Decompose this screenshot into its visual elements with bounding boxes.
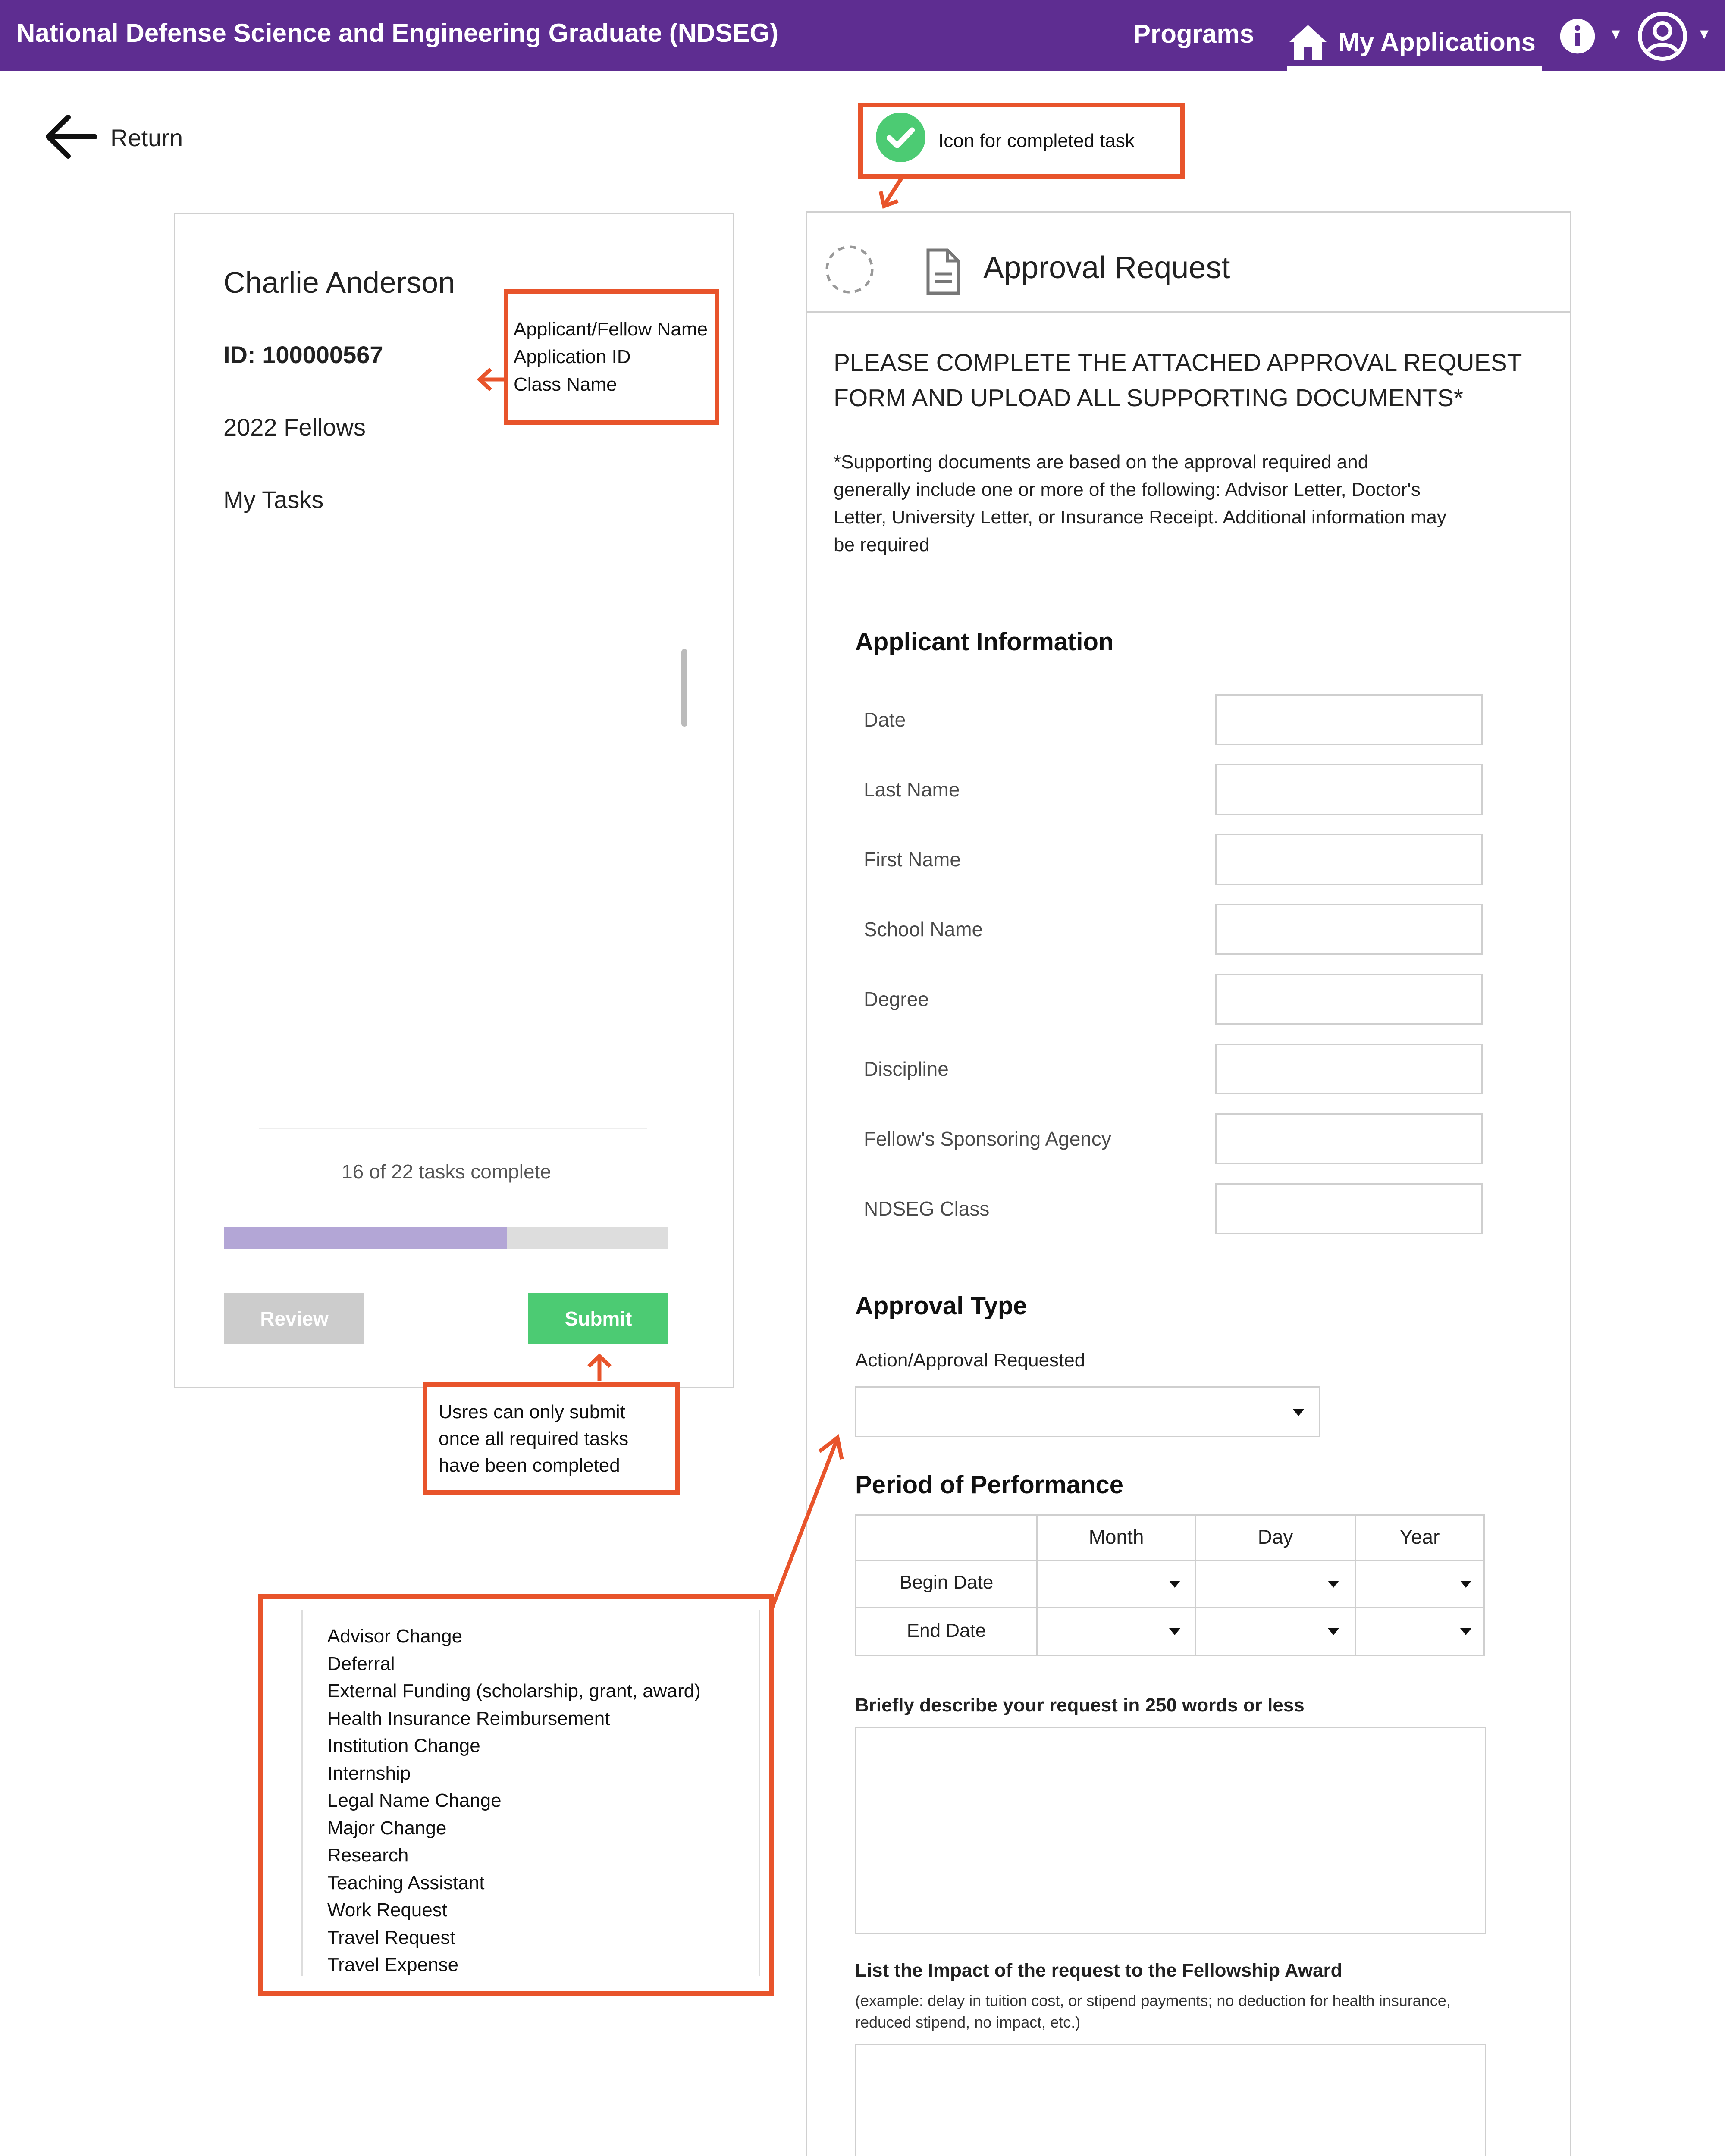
approval-option: Major Change: [327, 1817, 447, 1839]
supporting-docs-note: [834, 448, 1446, 559]
task-progress-fill: [224, 1227, 507, 1249]
active-tab-indicator: [1287, 66, 1542, 71]
annotation-arrow: [474, 362, 509, 397]
approval-option: Institution Change: [327, 1735, 480, 1756]
applicant-name: Charlie Anderson: [223, 266, 455, 299]
chevron-down-icon: [1328, 1581, 1339, 1588]
field-input[interactable]: [1215, 694, 1483, 745]
end-date-label: End Date: [906, 1620, 986, 1641]
approval-option: Advisor Change: [327, 1626, 463, 1647]
describe-label: Briefly describe your request in 250 words or less: [855, 1695, 1305, 1716]
period-table: [855, 1514, 1485, 1656]
my-tasks-heading: My Tasks: [223, 486, 324, 513]
approval-option: Travel Expense: [327, 1954, 459, 1975]
return-label: Return: [110, 124, 183, 151]
task-count: 16 of 22 tasks complete: [342, 1160, 551, 1183]
approval-options-list: [327, 1623, 701, 1979]
annotation-arrow: [871, 177, 910, 211]
note-line: *Supporting documents are based on the approval required and: [834, 451, 1369, 473]
field-input[interactable]: [1215, 764, 1483, 815]
impact-example: [855, 1990, 1451, 2033]
annotation-arrow: [580, 1352, 619, 1382]
info-icon[interactable]: [1559, 17, 1596, 55]
approval-option: Research: [327, 1845, 409, 1866]
user-account-icon[interactable]: [1637, 10, 1688, 62]
field-label: First Name: [864, 848, 961, 871]
annotation-line: once all required tasks: [439, 1428, 629, 1449]
field-label: School Name: [864, 918, 983, 940]
annotation-line: Applicant/Fellow Name: [514, 319, 708, 340]
field-label: Last Name: [864, 778, 960, 801]
check-circle-icon: [876, 113, 925, 169]
annotation-arrow: [768, 1432, 854, 1613]
field-label: Date: [864, 708, 906, 731]
application-id: ID: 100000567: [223, 341, 383, 368]
example-line: (example: delay in tuition cost, or stipend payments; no deduction for health insurance,: [855, 1992, 1451, 2009]
field-input[interactable]: [1215, 904, 1483, 955]
approval-option: Internship: [327, 1762, 411, 1784]
field-label: Discipline: [864, 1058, 949, 1080]
submit-button[interactable]: Submit: [528, 1293, 668, 1344]
chevron-down-icon: [1293, 1409, 1304, 1416]
approval-type-heading: Approval Type: [855, 1292, 1027, 1320]
chevron-down-icon: [1460, 1581, 1471, 1588]
field-input[interactable]: [1215, 974, 1483, 1025]
col-day: Day: [1258, 1526, 1293, 1548]
col-month: Month: [1088, 1526, 1144, 1548]
approval-option: External Funding (scholarship, grant, award): [327, 1680, 701, 1702]
applicant-info-heading: Applicant Information: [855, 628, 1114, 656]
form-instruction: [834, 345, 1522, 416]
begin-day-select[interactable]: [1196, 1561, 1355, 1607]
end-day-select[interactable]: [1196, 1608, 1355, 1655]
annotation-approval-options: [258, 1594, 774, 1996]
nav-programs[interactable]: Programs: [1133, 19, 1255, 48]
begin-year-select[interactable]: [1356, 1561, 1484, 1607]
field-label: Fellow's Sponsoring Agency: [864, 1128, 1111, 1150]
task-progress-bar: [224, 1227, 668, 1249]
annotation-applicant-info: [504, 289, 719, 425]
annotation-completed-icon: [858, 103, 1185, 179]
annotation-submit: [423, 1382, 680, 1495]
divider: [259, 1128, 647, 1129]
period-heading: Period of Performance: [855, 1471, 1124, 1499]
field-input[interactable]: [1215, 834, 1483, 885]
note-line: be required: [834, 534, 930, 555]
chevron-down-icon: [1328, 1628, 1339, 1635]
class-name: 2022 Fellows: [223, 414, 366, 441]
describe-textarea[interactable]: [855, 1727, 1486, 1934]
annotation-line: Icon for completed task: [938, 130, 1135, 151]
begin-month-select[interactable]: [1038, 1561, 1195, 1607]
col-year: Year: [1399, 1526, 1440, 1548]
action-label: Action/Approval Requested: [855, 1350, 1085, 1371]
impact-textarea[interactable]: [855, 2044, 1486, 2156]
app-title: National Defense Science and Engineering Graduate (NDSEG): [16, 19, 779, 47]
form-title: Approval Request: [983, 251, 1230, 285]
annotation-line: Class Name: [514, 374, 617, 395]
chevron-down-icon: [1460, 1628, 1471, 1635]
begin-date-label: Begin Date: [899, 1572, 994, 1593]
scrollbar-thumb[interactable]: [681, 649, 687, 727]
end-month-select[interactable]: [1038, 1608, 1195, 1655]
impact-label: List the Impact of the request to the Fellowship Award: [855, 1960, 1342, 1981]
field-label: NDSEG Class: [864, 1197, 990, 1220]
chevron-down-icon[interactable]: ▼: [1697, 26, 1712, 42]
review-button[interactable]: Review: [224, 1293, 364, 1344]
approval-option: Work Request: [327, 1899, 447, 1921]
divider: [807, 311, 1570, 313]
return-link[interactable]: [43, 113, 183, 163]
field-input[interactable]: [1215, 1113, 1483, 1164]
nav-my-applications[interactable]: [1287, 13, 1536, 71]
instruction-line: FORM AND UPLOAD ALL SUPPORTING DOCUMENTS*: [834, 384, 1464, 412]
annotation-line: Usres can only submit: [439, 1401, 625, 1423]
instruction-line: PLEASE COMPLETE THE ATTACHED APPROVAL REQUEST: [834, 349, 1522, 376]
note-line: generally include one or more of the following: Advisor Letter, Doctor's: [834, 479, 1421, 500]
approval-type-select[interactable]: [855, 1386, 1320, 1437]
approval-option: Health Insurance Reimbursement: [327, 1708, 610, 1729]
approval-option: Teaching Assistant: [327, 1872, 485, 1893]
field-label: Degree: [864, 988, 929, 1010]
chevron-down-icon: [1169, 1581, 1180, 1588]
approval-option: Deferral: [327, 1653, 395, 1674]
note-line: Letter, University Letter, or Insurance Receipt. Additional information may: [834, 507, 1446, 528]
field-input[interactable]: [1215, 1044, 1483, 1094]
field-input[interactable]: [1215, 1183, 1483, 1234]
approval-option: Travel Request: [327, 1927, 455, 1948]
incomplete-status-icon: [824, 244, 875, 298]
end-year-select[interactable]: [1356, 1608, 1484, 1655]
arrow-left-icon: [43, 113, 99, 163]
annotation-line: Application ID: [514, 346, 631, 367]
home-icon: [1287, 23, 1329, 62]
document-icon: [924, 248, 963, 298]
chevron-down-icon[interactable]: ▼: [1609, 26, 1623, 42]
example-line: reduced stipend, no impact, etc.): [855, 2013, 1081, 2031]
nav-my-applications-label: My Applications: [1338, 28, 1536, 56]
approval-option: Legal Name Change: [327, 1790, 502, 1811]
annotation-line: have been completed: [439, 1455, 620, 1476]
chevron-down-icon: [1169, 1628, 1180, 1635]
